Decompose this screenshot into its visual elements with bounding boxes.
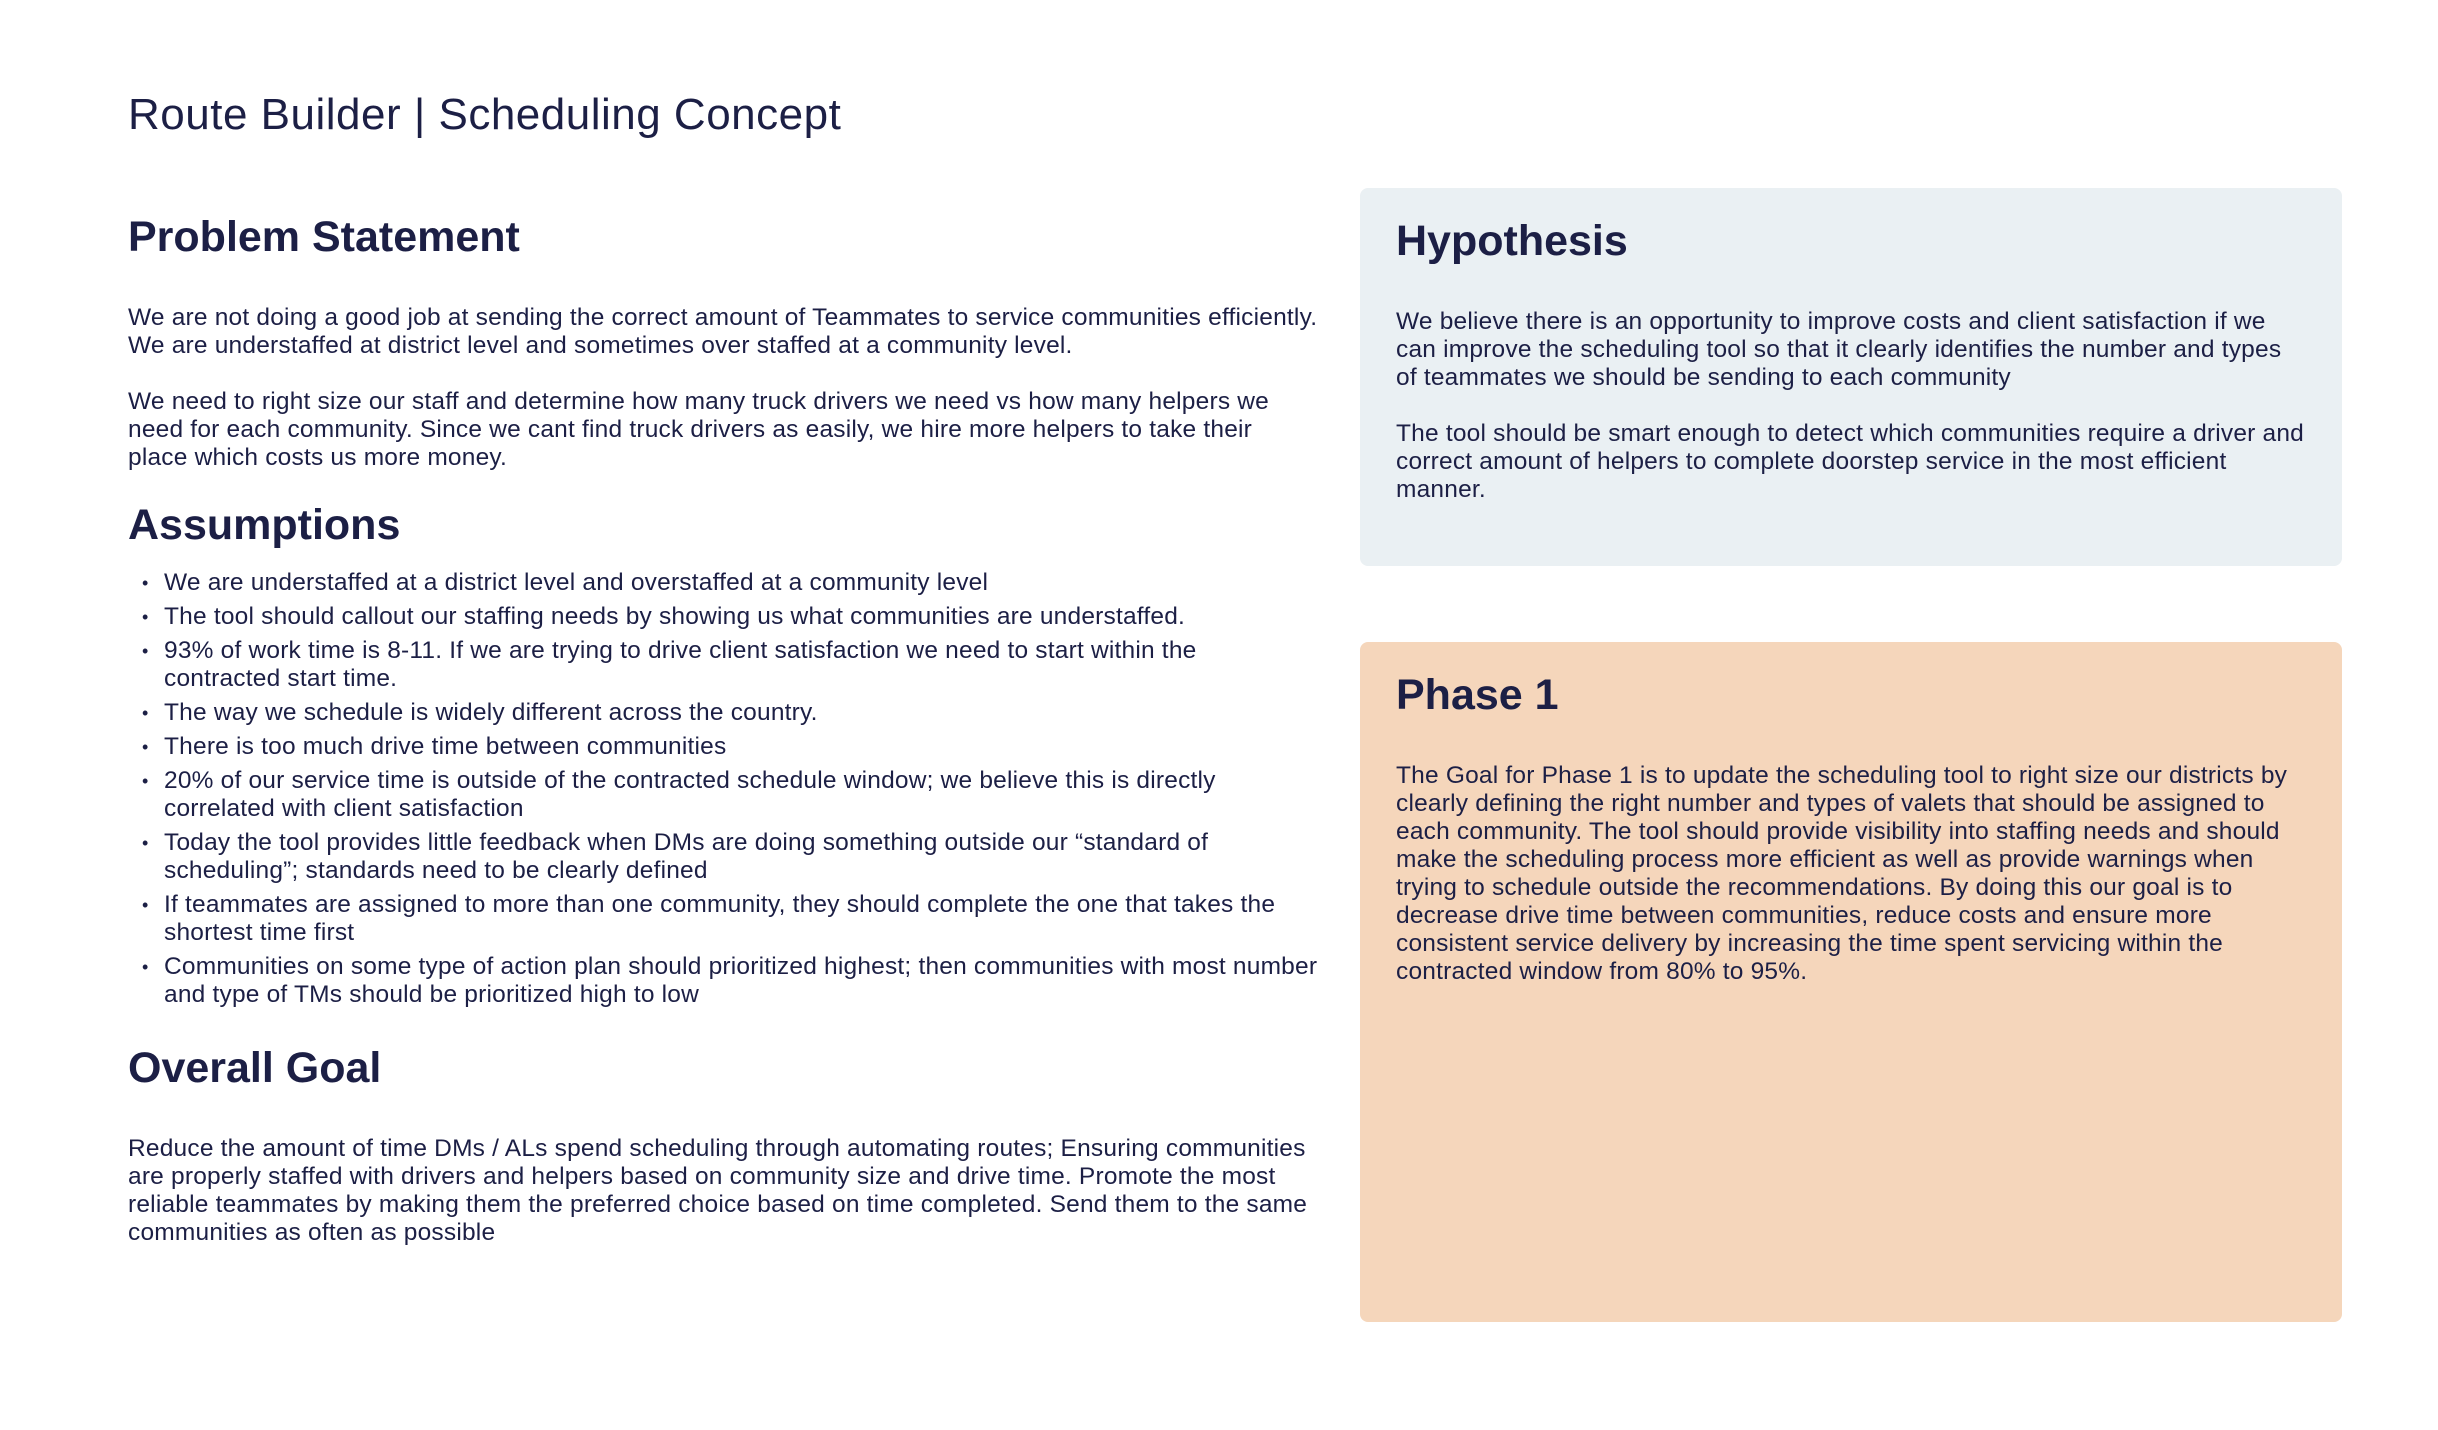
phase-1-text: The Goal for Phase 1 is to update the scheduling tool to right size our districts by clearly defining the right number and types of valets that should be assigned to each community. The tool should provide visibility into staffing needs and should make the scheduling process more efficient as well as provide warnings when trying to schedule outside the recommendations. By doing this our goal is to decrease drive time between communities, reduce costs and ensure more consistent service delivery by increasing the time spent servicing within the contracted window from 80% to 95%.: [1396, 761, 2288, 985]
overall-goal-heading: Overall Goal: [128, 1044, 382, 1093]
overall-goal-text: Reduce the amount of time DMs / ALs spend scheduling through automating routes; Ensuring communities are properly staffed with drivers and helpers based on community size and drive time. Promote the most reliable teammates by making them the preferred choice based on time completed. Send them to the same communities as often as possible: [128, 1134, 1308, 1246]
list-item: [128, 637, 1318, 693]
bullet-icon: •: [142, 703, 149, 724]
page-title: Route Builder | Scheduling Concept: [128, 90, 842, 139]
assumption-text: 20% of our service time is outside of the contracted schedule window; we believe this is directly correlated with client satisfaction: [164, 767, 1216, 823]
problem-paragraph-2: We need to right size our staff and determine how many truck drivers we need vs how many helpers we need for each community. Since we cant find truck drivers as easily, we hire more helpers to take their place which costs us more money.: [128, 387, 1269, 471]
phase-1-heading: Phase 1: [1396, 671, 1559, 719]
bullet-icon: •: [142, 737, 149, 758]
bullet-icon: •: [142, 607, 149, 628]
list-item: [128, 829, 1318, 885]
problem-statement-heading: Problem Statement: [128, 213, 520, 261]
list-item: [128, 767, 1318, 823]
bullet-icon: •: [142, 771, 149, 792]
bullet-icon: •: [142, 833, 149, 854]
bullet-icon: •: [142, 895, 149, 916]
list-item: [128, 569, 1318, 597]
assumptions-list: [128, 569, 1318, 1009]
assumption-text: Today the tool provides little feedback when DMs are doing something outside our “standard of scheduling”; standards need to be clearly defined: [164, 829, 1209, 885]
assumption-text: The way we schedule is widely different across the country.: [164, 699, 818, 727]
assumption-text: The tool should callout our staffing needs by showing us what communities are understaffed.: [164, 603, 1186, 631]
hypothesis-paragraph-1: We believe there is an opportunity to improve costs and client satisfaction if we can improve the scheduling tool so that it clearly identifies the number and types of teammates we should be sending to each community: [1396, 307, 2282, 391]
bullet-icon: •: [142, 957, 149, 978]
hypothesis-card: [1360, 188, 2342, 566]
list-item: [128, 699, 1318, 727]
assumption-text: There is too much drive time between communities: [164, 733, 727, 761]
left-column: [128, 212, 1318, 1247]
assumption-text: We are understaffed at a district level and overstaffed at a community level: [164, 569, 989, 597]
hypothesis-heading: Hypothesis: [1396, 217, 1628, 265]
list-item: [128, 733, 1318, 761]
assumption-text: Communities on some type of action plan should prioritized highest; then communities with most number and type of TMs should be prioritized high to low: [164, 953, 1318, 1009]
list-item: [128, 603, 1318, 631]
phase-1-card: [1360, 642, 2342, 1322]
list-item: [128, 953, 1318, 1009]
hypothesis-paragraph-2: The tool should be smart enough to detect which communities require a driver and correct amount of helpers to complete doorstep service in the most efficient manner.: [1396, 419, 2305, 503]
list-item: [128, 891, 1318, 947]
bullet-icon: •: [142, 641, 149, 662]
assumption-text: If teammates are assigned to more than one community, they should complete the one that takes the shortest time first: [164, 891, 1276, 947]
assumptions-heading: Assumptions: [128, 500, 401, 549]
problem-paragraph-1: We are not doing a good job at sending the correct amount of Teammates to service communities efficiently. We are understaffed at district level and sometimes over staffed at a community level.: [128, 303, 1318, 359]
assumption-text: 93% of work time is 8-11. If we are trying to drive client satisfaction we need to start within the contracted start time.: [164, 637, 1197, 693]
bullet-icon: •: [142, 573, 149, 594]
